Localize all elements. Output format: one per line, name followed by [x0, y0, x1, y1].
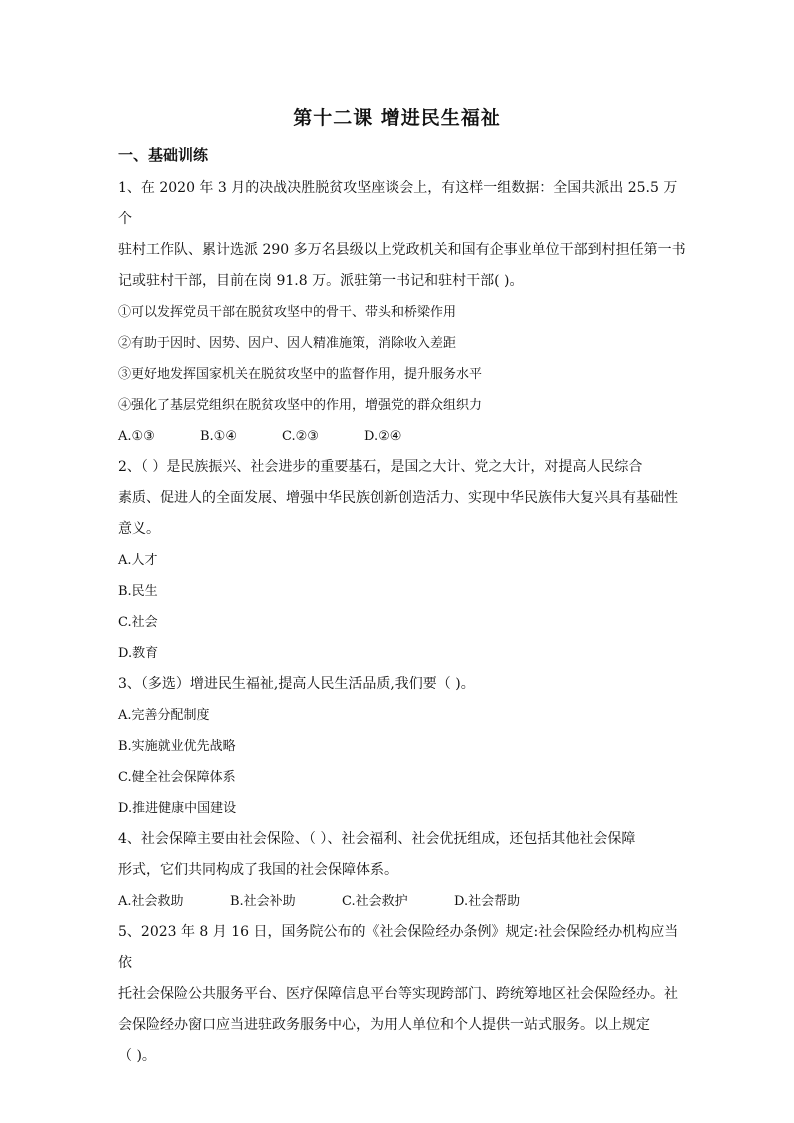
- option-d: D.社会帮助: [454, 894, 521, 909]
- question-text-line: 4、社会保障主要由社会保险、（ ）、社会福利、社会优抚组成，还包括其他社会保障: [118, 831, 636, 847]
- option-b: B.民生: [118, 584, 158, 599]
- option-d: D.推进健康中国建设: [118, 801, 237, 816]
- option-a: A.完善分配制度: [118, 708, 210, 723]
- question-text-line: 记或驻村干部，目前在岗 91.8 万。派驻第一书记和驻村干部( )。: [118, 273, 524, 289]
- question-1: [118, 173, 688, 452]
- statement-1: ①可以发挥党员干部在脱贫攻坚中的骨干、带头和桥梁作用: [118, 305, 457, 320]
- question-text-line: 托社会保险公共服务平台、医疗保障信息平台等实现跨部门、跨统筹地区社会保险经办。社: [118, 986, 678, 1002]
- option-d: D.教育: [118, 646, 159, 661]
- question-text-line: 5、2023 年 8 月 16 日，国务院公布的《社会保险经办条例》规定:社会保险经办机构应当依: [118, 924, 679, 971]
- option-c: C.社会: [118, 615, 158, 630]
- question-text-line: 形式，它们共同构成了我国的社会保障体系。: [118, 862, 398, 878]
- question-text-line: 2、（ ）是民族振兴、社会进步的重要基石，是国之大计、党之大计，对提高人民综合: [118, 459, 643, 475]
- option-b: B.①④: [200, 429, 237, 444]
- option-b: B.社会补助: [230, 894, 296, 909]
- question-text-line: 1、在 2020 年 3 月的决战决胜脱贫攻坚座谈会上，有这样一组数据：全国共派出 25.5 万个: [118, 180, 678, 227]
- question-text-line: 3、（多选）增进民生福祉,提高人民生活品质,我们要（ )。: [118, 676, 475, 692]
- question-text-line: 驻村工作队、累计选派 290 多万名县级以上党政机关和国有企事业单位干部到村担任第一书: [118, 242, 686, 258]
- answer-options: [118, 886, 688, 917]
- option-c: C.社会救护: [342, 894, 408, 909]
- option-c: C.健全社会保障体系: [118, 770, 236, 785]
- question-text-line: 意义。: [118, 521, 160, 537]
- section-heading: 一、基础训练: [118, 146, 209, 164]
- question-2: [118, 452, 688, 669]
- option-a: A.①③: [118, 429, 155, 444]
- statement-2: ②有助于因时、因势、因户、因人精准施策，消除收入差距: [118, 336, 457, 351]
- question-text-line: 素质、促进人的全面发展、增强中华民族创新创造活力、实现中华民族伟大复兴具有基础性: [118, 490, 678, 506]
- option-c: C.②③: [282, 429, 319, 444]
- option-a: A.社会救助: [118, 894, 184, 909]
- statement-4: ④强化了基层党组织在脱贫攻坚中的作用，增强党的群众组织力: [118, 398, 483, 413]
- option-d: D.②④: [364, 429, 402, 444]
- question-text-line: 会保险经办窗口应当进驻政务服务中心，为用人单位和个人提供一站式服务。以上规定: [118, 1017, 650, 1033]
- question-4: [118, 824, 688, 917]
- question-5: [118, 917, 688, 1072]
- option-b: B.实施就业优先战略: [118, 739, 236, 754]
- question-3: [118, 669, 688, 824]
- page-title: 第十二课 增进民生福祉: [293, 107, 501, 129]
- answer-options: [118, 421, 688, 452]
- statement-3: ③更好地发挥国家机关在脱贫攻坚中的监督作用，提升服务水平: [118, 367, 483, 382]
- option-a: A.人才: [118, 553, 158, 568]
- questions: [118, 173, 688, 1072]
- question-text-line: （ )。: [118, 1048, 156, 1064]
